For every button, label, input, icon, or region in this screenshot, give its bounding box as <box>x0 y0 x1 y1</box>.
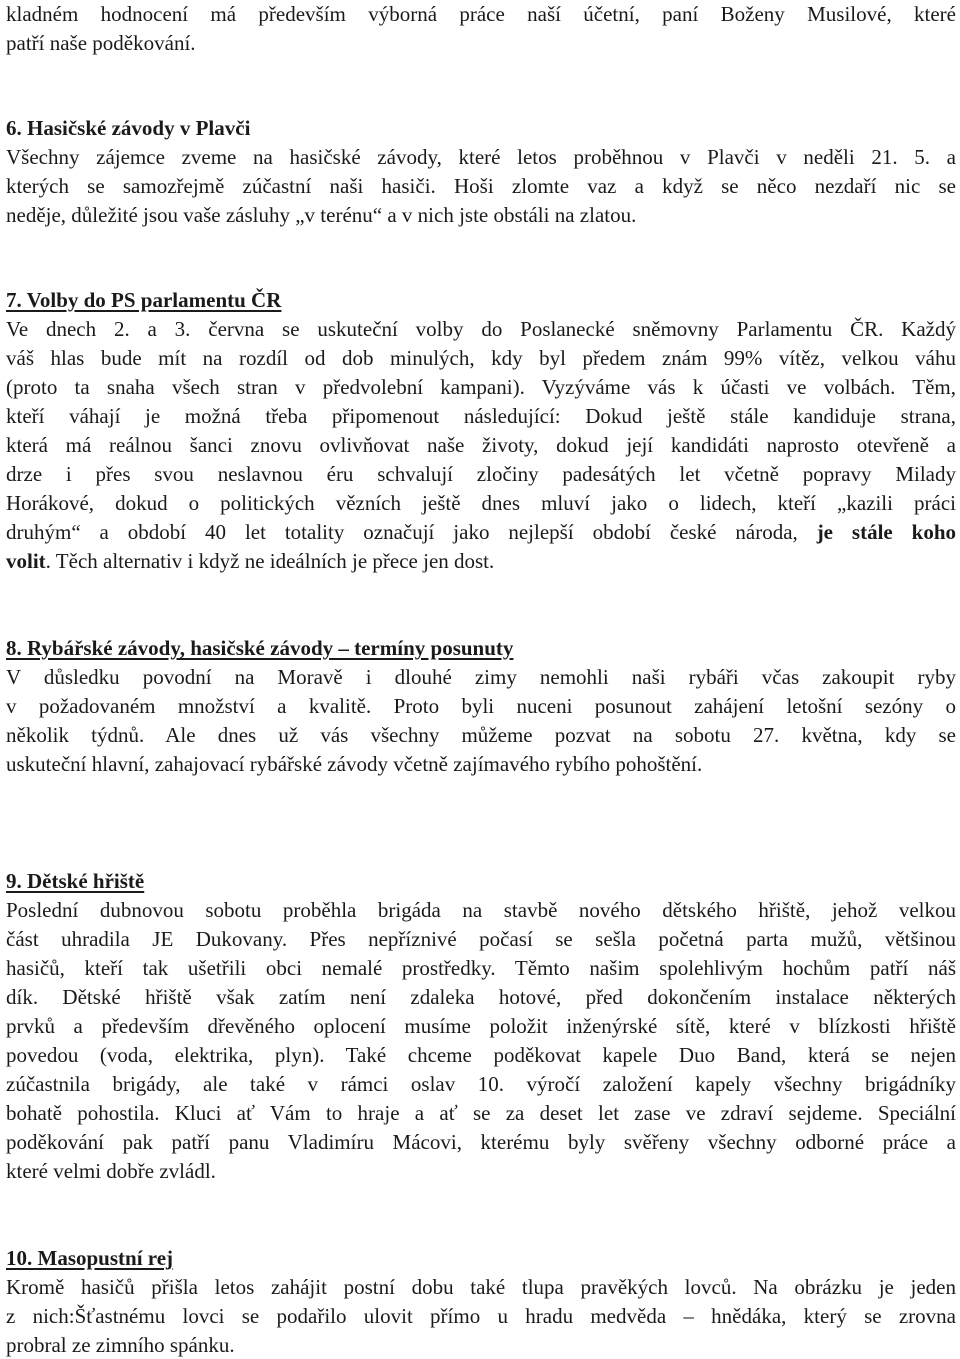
section-7-line: . Těch alternativ i když ne ideálních je přece jen dost. <box>45 549 495 573</box>
section-7-line: kteří váhají je možná třeba připomenout následující: Dokud ještě stále kandiduje strana, <box>6 404 956 428</box>
section-9-line: povedou (voda, elektrika, plyn). Také chceme poděkovat kapele Duo Band, která se nejen <box>6 1043 956 1067</box>
section-7-line: drze i přes svou neslavnou éru schvalují zločiny padesátých let včetně popravy Milady <box>6 462 956 486</box>
section-8-heading: 8. Rybářské závody, hasičské závody – termíny posunuty <box>6 636 514 660</box>
intro-line: kladném hodnocení má především výborná práce naší účetní, paní Boženy Musilové, které <box>6 2 956 26</box>
section-6-line: neděje, důležité jsou vaše zásluhy „v terénu“ a v nich jste obstáli na zlatou. <box>6 203 637 227</box>
section-10-line: z nich:Šťastnému lovci se podařilo ulovit přímo u hradu medvěda – hnědáka, který se zrovna <box>6 1304 956 1328</box>
section-7-emphasis: volit <box>6 549 46 573</box>
section-10-line: Kromě hasičů přišla letos zahájit postní dobu také tlupa pravěkých lovců. Na obrázku je jeden <box>6 1275 956 1299</box>
section-7-line: (proto ta snaha všech stran v předvolební kampani). Vyzýváme vás k účasti ve volbách. Těm, <box>6 375 956 399</box>
section-8-line: v požadovaném množství a kvalitě. Proto byli nuceni posunout zahájení letošní sezóny o <box>6 694 956 718</box>
section-9-line: poděkování pak patří panu Vladimíru Mácovi, kterému byly svěřeny všechny odborné práce a <box>6 1130 956 1154</box>
section-7-line: váš hlas bude mít na rozdíl od dob minulých, kdy byl předem znám 99% vítěz, velkou váhu <box>6 346 956 370</box>
section-7-line: která má reálnou šanci znovu ovlivňovat naše životy, dokud její kandidáti naprosto otevřeně a <box>6 433 956 457</box>
section-8-line: několik týdnů. Ale dnes už vás všechny můžeme pozvat na sobotu 27. května, kdy se <box>6 723 956 747</box>
section-7-last-line <box>6 547 956 575</box>
section-9-line: část uhradila JE Dukovany. Přes nepříznivé počasí se sešla početná parta mužů, většinou <box>6 927 956 951</box>
section-9-line: dík. Dětské hřiště však zatím není zdaleka hotové, před dokončením instalace některých <box>6 985 956 1009</box>
intro-line: patří naše poděkování. <box>6 31 196 55</box>
section-9-heading: 9. Dětské hřiště <box>6 869 145 893</box>
section-9-line: zúčastnila brigády, ale také v rámci oslav 10. výročí založení kapely všechny brigádníky <box>6 1072 956 1096</box>
section-9-line: Poslední dubnovou sobotu proběhla brigáda na stavbě nového dětského hřiště, jehož velkou <box>6 898 956 922</box>
section-9-line: bohatě pohostila. Kluci ať Vám to hraje a ať se za deset let zase ve zdraví sejdeme. Speciální <box>6 1101 956 1125</box>
section-9-line: prvků a především dřevěného oplocení musíme položit inženýrské sítě, které v blízkosti hřiště <box>6 1014 956 1038</box>
section-8-line: V důsledku povodní na Moravě i dlouhé zimy nemohli naši rybáři včas zakoupit ryby <box>6 665 956 689</box>
section-9-line: hasičů, kteří tak ušetřili obci nemalé prostředky. Těmto našim spolehlivým hochům patří náš <box>6 956 956 980</box>
section-6-line: kterých se samozřejmě zúčastní naši hasiči. Hoši zlomte vaz a když se něco nezdaří nic se <box>6 174 956 198</box>
section-6-line: Všechny zájemce zveme na hasičské závody, které letos proběhnou v Plavči v neděli 21. 5. a <box>6 145 956 169</box>
section-7-line-with-emphasis <box>6 518 956 546</box>
section-10-heading: 10. Masopustní rej <box>6 1246 174 1270</box>
section-8-line: uskuteční hlavní, zahajovací rybářské závody včetně zajímavého rybího pohoštění. <box>6 752 703 776</box>
section-7-heading: 7. Volby do PS parlamentu ČR <box>6 288 282 312</box>
section-10-line: probral ze zimního spánku. <box>6 1333 235 1357</box>
section-7-line: Horákové, dokud o politických vězních ještě dnes mluví jako o lidech, kteří „kazili práci <box>6 491 956 515</box>
section-9-line: které velmi dobře zvládl. <box>6 1159 216 1183</box>
section-6-heading: 6. Hasičské závody v Plavči <box>6 116 251 140</box>
section-7-line: Ve dnech 2. a 3. června se uskuteční volby do Poslanecké sněmovny Parlamentu ČR. Každý <box>6 317 956 341</box>
section-7-line: druhým“ a období 40 let totality označují jako nejlepší období české národa, <box>6 520 798 544</box>
section-7-emphasis: je stále koho <box>816 520 957 544</box>
